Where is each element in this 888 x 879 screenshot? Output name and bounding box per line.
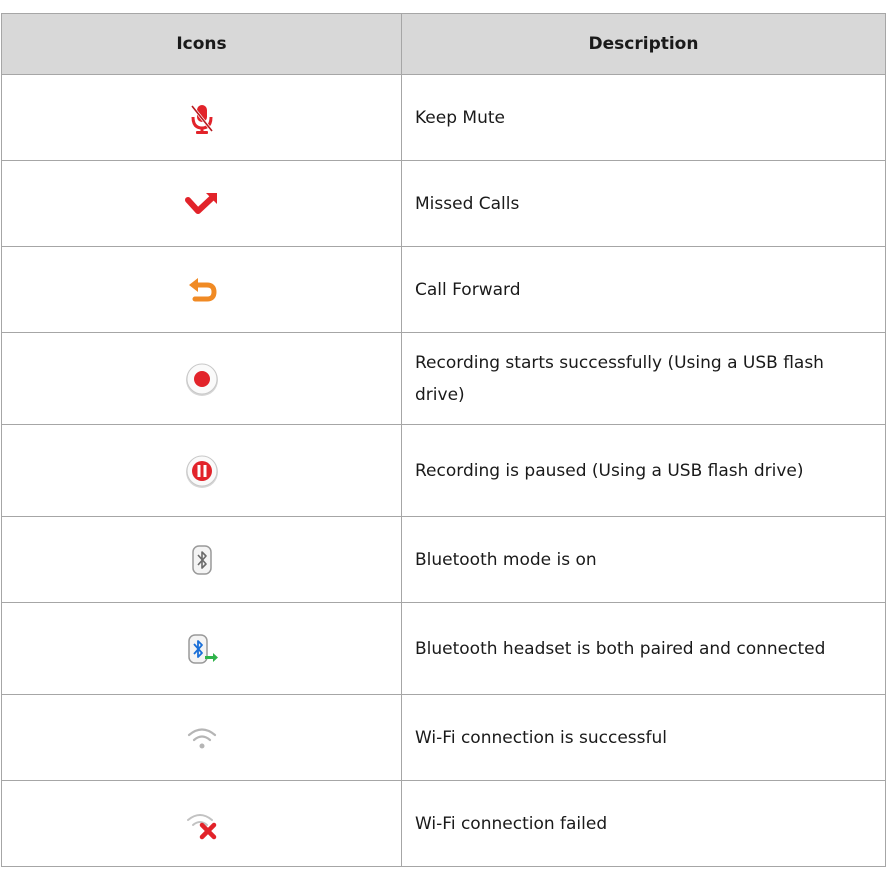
- table-row: [2, 781, 886, 867]
- record-pause-icon: [182, 451, 222, 491]
- description-cell: Keep Mute: [402, 75, 886, 161]
- record-icon: [182, 359, 222, 399]
- description-cell: Recording is paused (Using a USB flash drive): [402, 425, 886, 517]
- table-row: [2, 161, 886, 247]
- table-header-row: [2, 14, 886, 75]
- table-row: [2, 603, 886, 695]
- missed-call-icon: [182, 184, 222, 224]
- bluetooth-connected-icon: [182, 629, 222, 669]
- description-cell: Wi-Fi connection failed: [402, 781, 886, 867]
- description-cell: Bluetooth mode is on: [402, 517, 886, 603]
- wifi-failed-icon: [182, 804, 222, 844]
- call-forward-icon: [182, 270, 222, 310]
- table-row: [2, 425, 886, 517]
- bluetooth-icon: [182, 540, 222, 580]
- table-row: [2, 333, 886, 425]
- mute-icon: [182, 98, 222, 138]
- table-row: [2, 247, 886, 333]
- description-cell: Bluetooth headset is both paired and connected: [402, 603, 886, 695]
- description-cell: Call Forward: [402, 247, 886, 333]
- table-row: [2, 75, 886, 161]
- description-cell: Wi-Fi connection is successful: [402, 695, 886, 781]
- icons-table: [1, 13, 886, 867]
- icons-column-header: Icons: [2, 14, 402, 75]
- description-cell: Recording starts successfully (Using a USB flash drive): [402, 333, 886, 425]
- table-row: [2, 695, 886, 781]
- description-cell: Missed Calls: [402, 161, 886, 247]
- description-column-header: Description: [402, 14, 886, 75]
- table-row: [2, 517, 886, 603]
- wifi-icon: [182, 718, 222, 758]
